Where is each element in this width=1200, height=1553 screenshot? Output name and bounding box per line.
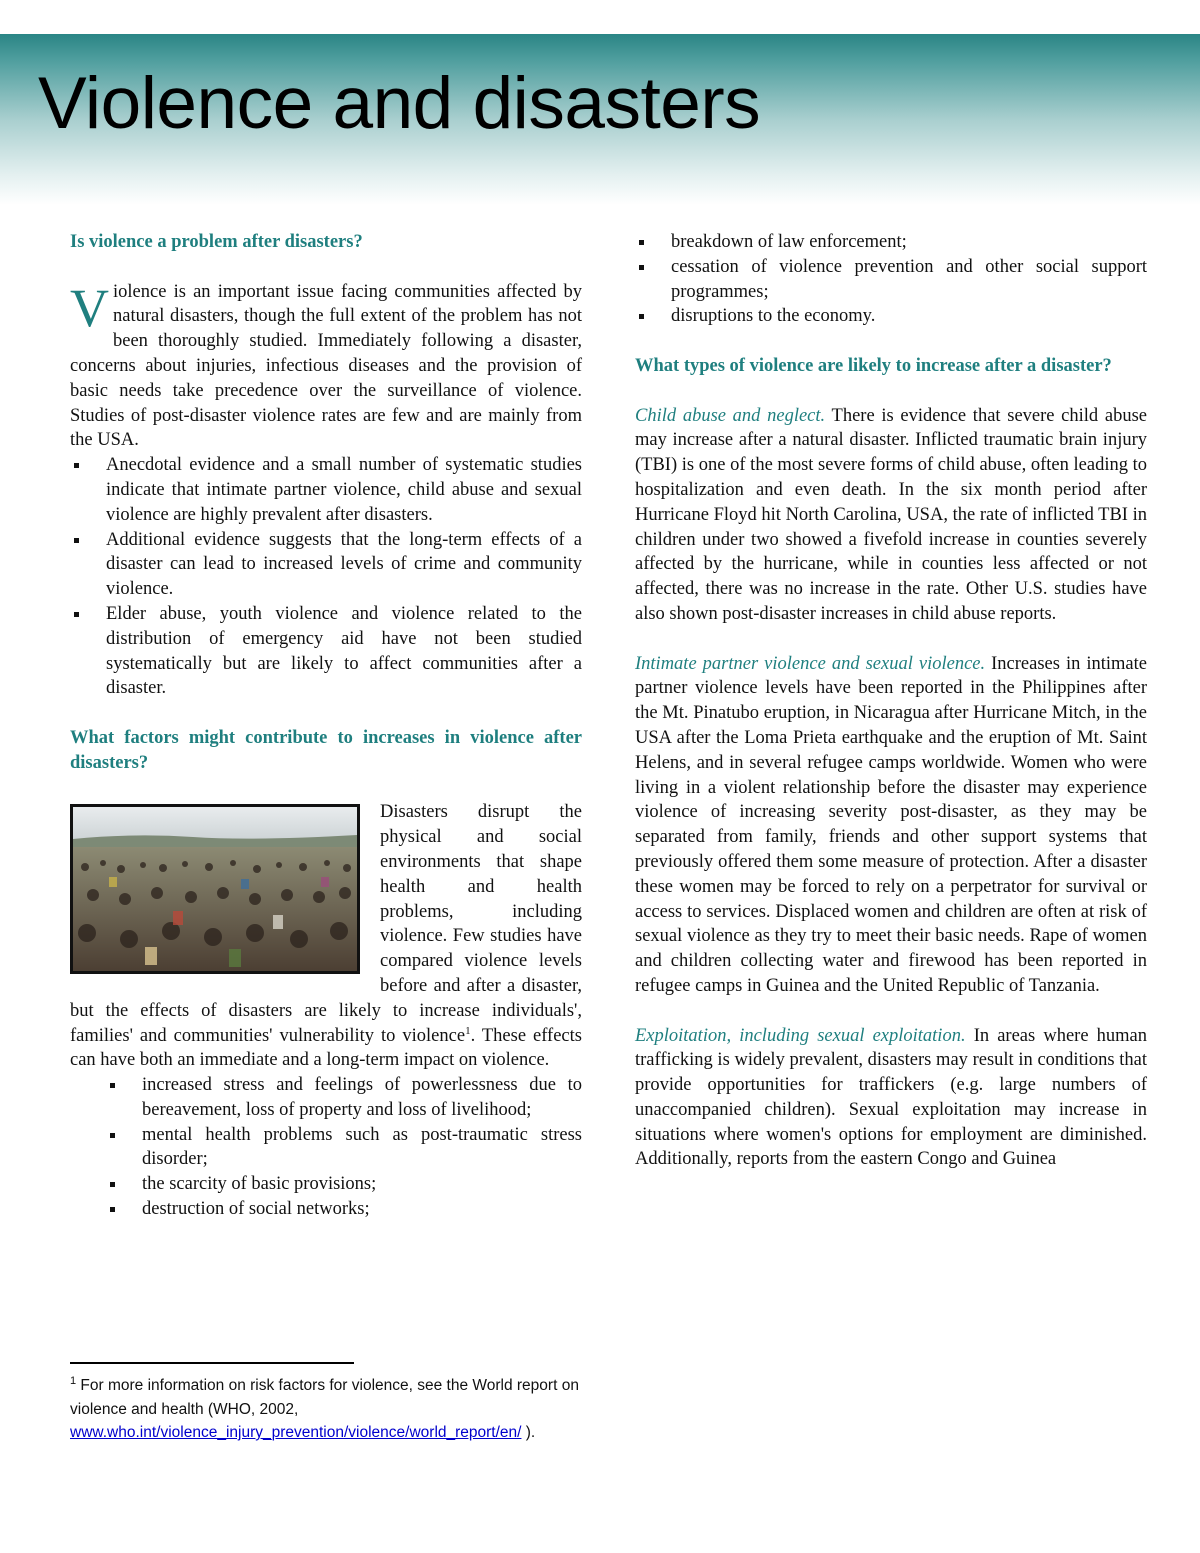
list-item: Elder abuse, youth violence and violence related to the distribution of emergency aid have not been studied systematically but are likely to affect communities after a disaster. xyxy=(70,602,582,701)
left-column xyxy=(70,230,582,1222)
factors-list-continued xyxy=(599,230,1147,329)
right-column xyxy=(635,230,1147,1172)
who-report-link[interactable]: www.who.int/violence_injury_prevention/violence/world_report/en/ xyxy=(70,1424,522,1441)
crowd-photo-image xyxy=(73,807,357,971)
list-item: disruptions to the economy. xyxy=(599,304,1147,329)
evidence-list xyxy=(70,453,582,701)
heading-violence-types: What types of violence are likely to increase after a disaster? xyxy=(635,355,1112,376)
list-item: breakdown of law enforcement; xyxy=(599,230,1147,255)
drop-cap: V xyxy=(70,277,109,338)
heading-violence-problem: Is violence a problem after disasters? xyxy=(70,232,363,252)
heading-contributing-factors: What factors might contribute to increases in violence after disasters? xyxy=(70,727,582,773)
footnote-ref[interactable]: 1 xyxy=(465,1024,471,1037)
refugee-crowd-photo xyxy=(70,804,360,974)
list-item: mental health problems such as post-traumatic stress disorder; xyxy=(70,1123,582,1173)
list-item: Anecdotal evidence and a small number of systematic studies indicate that intimate partner violence, child abuse and sexual violence are highly prevalent after disasters. xyxy=(70,453,582,527)
intro-paragraph: Violence is an important issue facing communities affected by natural disasters, though the full extent of the problem has not been thoroughly studied. Immediately following a disaster, concerns about injuries, infectious diseases and the provision of basic needs take precedence over the surveillance of violence. Studies of post-disaster violence rates are few and are mainly from the USA. xyxy=(70,277,582,451)
page-title: Violence and disasters xyxy=(38,63,761,144)
footnote-divider xyxy=(70,1362,354,1364)
exploitation-label: Exploitation, including sexual exploitation. xyxy=(635,1025,966,1046)
list-item: the scarcity of basic provisions; xyxy=(70,1172,582,1197)
footnote-number: 1 xyxy=(70,1374,77,1387)
list-item: increased stress and feelings of powerlessness due to bereavement, loss of property and loss of livelihood; xyxy=(70,1073,582,1123)
ipv-paragraph: Intimate partner violence and sexual violence. Increases in intimate partner violence levels have been reported in the Philippines after the Mt. Pinatubo eruption, in Nicaragua after Hurricane Mitch, in the USA after the Loma Prieta earthquake and the eruption of Mt. Saint Helens, and in several refugee camps worldwide. Women who were living in a violent relationship before the disaster may experience violence of increasing severity post-disaster, as they may be separated from family, friends and other support systems that previously offered them some measure of protection. After a disaster these women may be forced to rely on a perpetrator for survival or access to services. Displaced women and children are often at risk of sexual violence as they try to meet their basic needs. Rape of women and children collecting water and firewood has been reported in refugee camps in Guinea and the United Republic of Tanzania. xyxy=(635,653,1147,996)
list-item: cessation of violence prevention and other social support programmes; xyxy=(599,255,1147,305)
factors-list xyxy=(70,1073,582,1222)
exploitation-paragraph: Exploitation, including sexual exploitation. In areas where human trafficking is widely prevalent, disasters may result in conditions that provide opportunities for traffickers (e.g. large numbers of unaccompanied children). Sexual exploitation may increase in situations where women's options for employment are diminished. Additionally, reports from the eastern Congo and Guinea xyxy=(635,1025,1147,1170)
ipv-label: Intimate partner violence and sexual violence. xyxy=(635,653,986,674)
factors-paragraph: Disasters disrupt the physical and social environments that shape health and health problems, including violence. Few studies have compared violence levels before and after a disaster, but the effects of disasters are likely to increase individuals', families' and communities' vulnerability to violence$^1$. These effects can have both an immediate and a long-term impact on violence. xyxy=(70,802,582,1071)
footnote: $^1$ For more information on risk factors for violence, see the World report on violence and health (WHO, 2002, www.who.int/violence_injury_prevention/violence/world_report/en/ ). xyxy=(70,1374,579,1441)
list-item: destruction of social networks; xyxy=(70,1197,582,1222)
child-abuse-label: Child abuse and neglect. xyxy=(635,405,826,426)
child-abuse-paragraph: Child abuse and neglect. There is evidence that severe child abuse may increase after a natural disaster. Inflicted traumatic brain injury (TBI) is one of the most severe forms of child abuse, often leading to hospitalization and even death. In the six month period after Hurricane Floyd hit North Carolina, USA, the rate of inflicted TBI in children under two showed a fivefold increase in counties severely affected by the hurricane, while in counties less affected or not affected, there was no increase in the rate. Other U.S. studies have also shown post-disaster increases in child abuse reports. xyxy=(635,405,1147,624)
list-item: Additional evidence suggests that the long-term effects of a disaster can lead to increased levels of crime and community violence. xyxy=(70,528,582,602)
